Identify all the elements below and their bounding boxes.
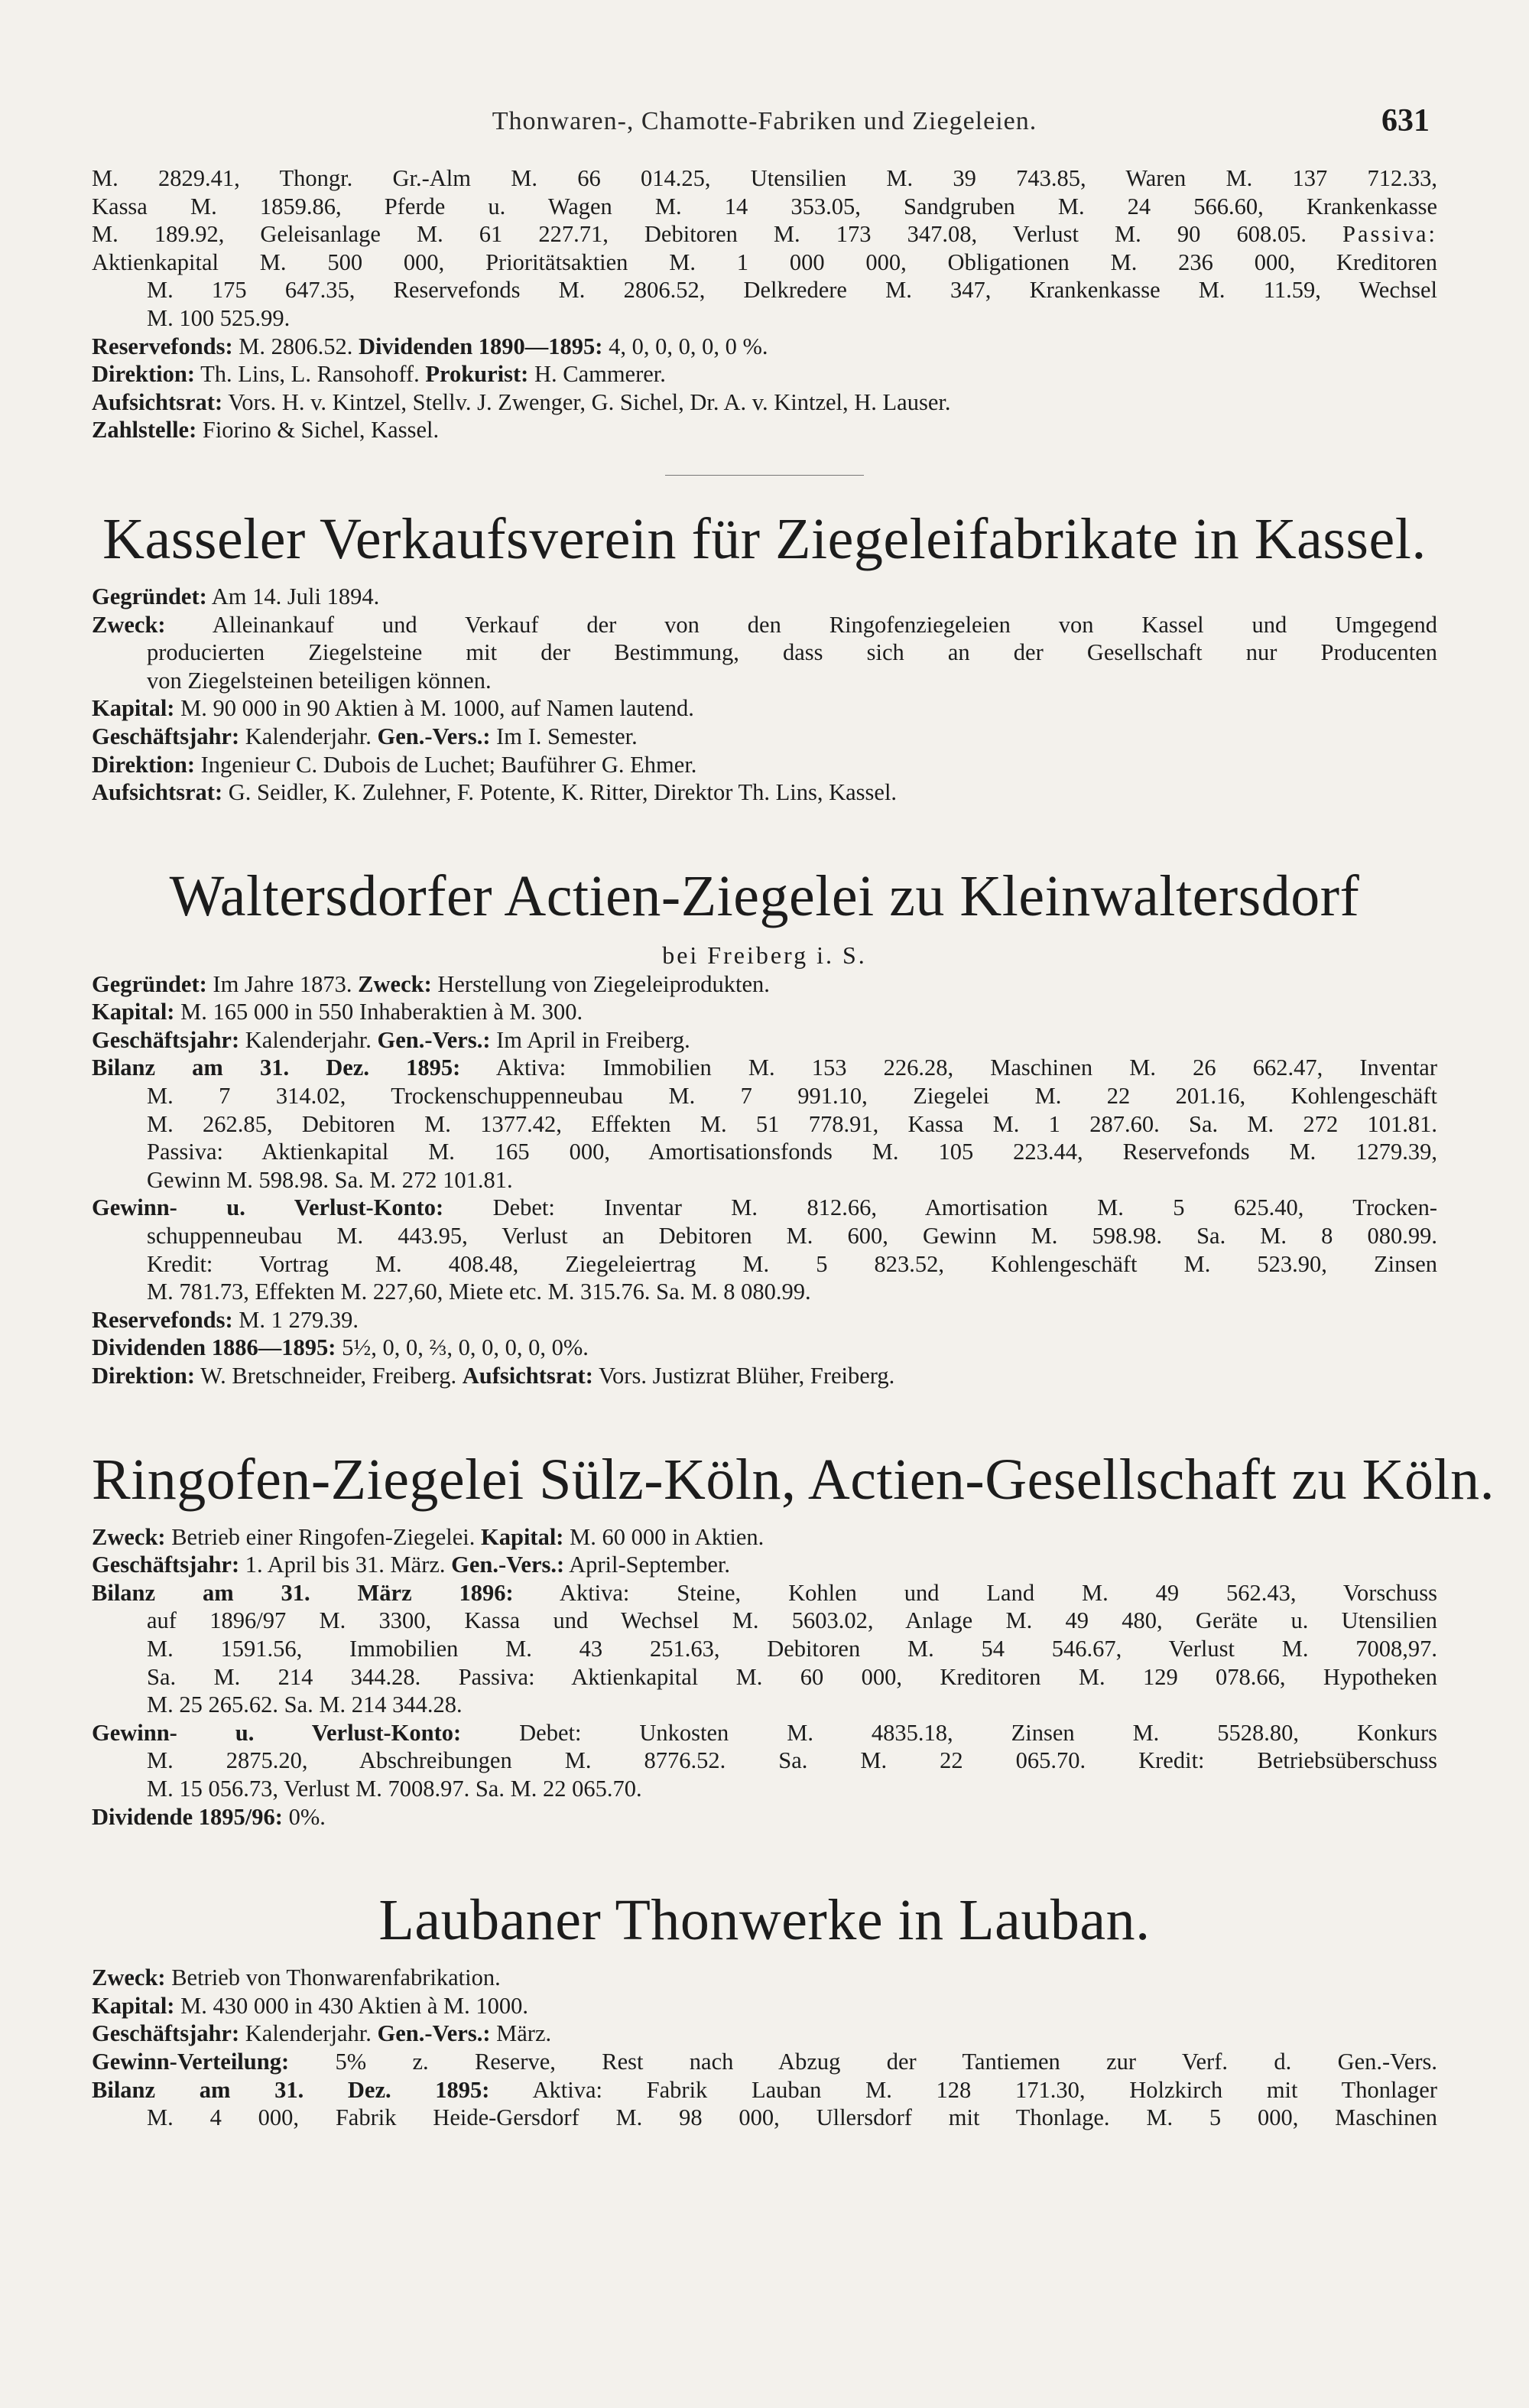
text-line: M. 4 000, Fabrik Heide-Gersdorf M. 98 000, Ullersdorf mit Thonlage. M. 5 000, Maschinen — [147, 2104, 1437, 2131]
text-line: M. 781.73, Effekten M. 227,60, Miete etc. M. 315.76. Sa. M. 8 080.99. — [147, 1279, 811, 1305]
direktion-line: Direktion: W. Bretschneider, Freiberg. Aufsichtsrat: Vors. Justizrat Blüher, Freiberg. — [92, 1363, 895, 1389]
kapital-line: Kapital: M. 90 000 in 90 Aktien à M. 1000, auf Namen lautend. — [92, 695, 694, 722]
aufsichtsrat-line: Aufsichtsrat: G. Seidler, K. Zulehner, F. Potente, K. Ritter, Direktor Th. Lins, Kassel. — [92, 779, 898, 806]
entry-heading: Kasseler Verkaufsverein für Ziegeleifabrikate in Kassel. — [102, 506, 1427, 571]
geschaeftsjahr-line: Geschäftsjahr: Kalenderjahr. Gen.-Vers.: März. — [92, 2020, 552, 2047]
reserve-line: Reservefonds: M. 2806.52. Dividenden 1890—1895: 4, 0, 0, 0, 0, 0 %. — [92, 333, 768, 359]
gegruendet-line: Gegründet: Im Jahre 1873. Zweck: Herstellung von Ziegeleiprodukten. — [92, 970, 770, 997]
zweck-line: Zweck: Betrieb von Thonwarenfabrikation. — [92, 1964, 501, 1991]
text-line: Aktienkapital M. 500 000, Prioritätsaktien M. 1 000 000, Obligationen M. 236 000, Kreditoren — [92, 249, 1437, 275]
kapital-line: Kapital: M. 430 000 in 430 Aktien à M. 1000. — [92, 1992, 529, 2019]
section-divider — [665, 475, 864, 476]
text-line: Passiva: Aktienkapital M. 165 000, Amortisationsfonds M. 105 223.44, Reservefonds M. 1279.39, — [147, 1139, 1437, 1165]
aufsichtsrat-line: Aufsichtsrat: Vors. H. v. Kintzel, Stellv. J. Zwenger, G. Sichel, Dr. A. v. Kintzel, H. Lauser. — [92, 388, 951, 415]
zahlstelle-line: Zahlstelle: Fiorino & Sichel, Kassel. — [92, 417, 440, 444]
text-line: M. 175 647.35, Reservefonds M. 2806.52, Delkredere M. 347, Krankenkasse M. 11.59, Wechsel — [147, 277, 1437, 304]
geschaeftsjahr-line: Geschäftsjahr: 1. April bis 31. März. Gen.-Vers.: April-September. — [92, 1552, 731, 1578]
bilanz-line: Bilanz am 31. Dez. 1895: Aktiva: Immobilien M. 153 226.28, Maschinen M. 26 662.47, Inventar — [92, 1055, 1437, 1081]
entry-ringofen-ziegelei-suelz — [92, 1447, 1495, 1831]
text-line: M. 262.85, Debitoren M. 1377.42, Effekten M. 51 778.91, Kassa M. 1 287.60. Sa. M. 272 101.81. — [147, 1110, 1437, 1137]
text-line: auf 1896/97 M. 3300, Kassa und Wechsel M. 5603.02, Anlage M. 49 480, Geräte u. Utensilien — [147, 1607, 1437, 1634]
entry-subheading: bei Freiberg i. S. — [662, 941, 867, 969]
entry-heading: Waltersdorfer Actien-Ziegelei zu Kleinwaltersdorf — [169, 863, 1360, 928]
text-line: Sa. M. 214 344.28. Passiva: Aktienkapital M. 60 000, Kreditoren M. 129 078.66, Hypotheken — [147, 1663, 1437, 1690]
text-line: von Ziegelsteinen beteiligen können. — [147, 667, 492, 694]
text-line: Kredit: Vortrag M. 408.48, Ziegeleiertrag M. 5 823.52, Kohlengeschäft M. 523.90, Zinsen — [147, 1250, 1437, 1277]
dividenden-line: Dividenden 1886—1895: 5½, 0, 0, ⅔, 0, 0, 0, 0, 0%. — [92, 1334, 589, 1361]
entry-heading: Ringofen-Ziegelei Sülz-Köln, Actien-Gesellschaft zu Köln. — [92, 1447, 1495, 1512]
text-line: producierten Ziegelsteine mit der Bestimmung, dass sich an der Gesellschaft nur Producenten — [147, 639, 1437, 666]
passiva-label: Passiva: — [1342, 221, 1437, 248]
bilanz-line: Bilanz am 31. März 1896: Aktiva: Steine, Kohlen und Land M. 49 562.43, Vorschuss — [92, 1579, 1437, 1606]
page-body — [92, 164, 1495, 2132]
text-line: M. 189.92, Geleisanlage M. 61 227.71, Debitoren M. 173 347.08, Verlust M. 90 608.05. Passiva: — [92, 221, 1437, 248]
gewinn-verteilung-line: Gewinn-Verteilung: 5% z. Reserve, Rest nach Abzug der Tantiemen zur Verf. d. Gen.-Vers. — [92, 2048, 1437, 2075]
text-line: M. 15 056.73, Verlust M. 7008.97. Sa. M. 22 065.70. — [147, 1775, 642, 1802]
text-line: M. 7 314.02, Trockenschuppenneubau M. 7 991.10, Ziegelei M. 22 201.16, Kohlengeschäft — [147, 1083, 1437, 1110]
guv-line: Gewinn- u. Verlust-Konto: Debet: Unkosten M. 4835.18, Zinsen M. 5528.80, Konkurs — [92, 1719, 1437, 1746]
direktion-line: Direktion: Ingenieur C. Dubois de Luchet; Bauführer G. Ehmer. — [92, 751, 697, 778]
text-line: Gewinn M. 598.98. Sa. M. 272 101.81. — [147, 1166, 513, 1193]
entry-waltersdorfer-ziegelei — [92, 863, 1437, 1390]
guv-line: Gewinn- u. Verlust-Konto: Debet: Inventar M. 812.66, Amortisation M. 5 625.40, Trocken- — [92, 1194, 1437, 1221]
text-line: M. 2829.41, Thongr. Gr.-Alm M. 66 014.25, Utensilien M. 39 743.85, Waren M. 137 712.33, — [92, 165, 1437, 191]
zweck-line: Zweck: Alleinankauf und Verkauf der von den Ringofenziegeleien von Kassel und Umgegend — [92, 611, 1437, 638]
text-line: schuppenneubau M. 443.95, Verlust an Debitoren M. 600, Gewinn M. 598.98. Sa. M. 8 080.99. — [147, 1223, 1437, 1249]
page-number: 631 — [1381, 103, 1430, 138]
bilanz-line: Bilanz am 31. Dez. 1895: Aktiva: Fabrik Lauban M. 128 171.30, Holzkirch mit Thonlager — [92, 2076, 1437, 2103]
dividende-line: Dividende 1895/96: 0%. — [92, 1803, 326, 1830]
text-line: M. 25 265.62. Sa. M. 214 344.28. — [147, 1691, 463, 1718]
zweck-line: Zweck: Betrieb einer Ringofen-Ziegelei. Kapital: M. 60 000 in Aktien. — [92, 1523, 764, 1550]
running-header — [92, 103, 1437, 153]
text-line: M. 100 525.99. — [147, 304, 291, 331]
entry-kasseler-verkaufsverein — [92, 506, 1437, 807]
direktion-line: Direktion: Th. Lins, L. Ransohoff. Prokurist: H. Cammerer. — [92, 361, 666, 388]
text-line: M. 2875.20, Abschreibungen M. 8776.52. Sa. M. 22 065.70. Kredit: Betriebsüberschuss — [147, 1747, 1437, 1774]
kapital-line: Kapital: M. 165 000 in 550 Inhaberaktien à M. 300. — [92, 999, 583, 1025]
gegruendet-line: Gegründet: Am 14. Juli 1894. — [92, 583, 380, 609]
text-line: Kassa M. 1859.86, Pferde u. Wagen M. 14 353.05, Sandgruben M. 24 566.60, Krankenkasse — [92, 193, 1437, 219]
intro-entry — [92, 164, 1437, 444]
entry-heading: Laubaner Thonwerke in Lauban. — [378, 1888, 1151, 1953]
geschaeftsjahr-line: Geschäftsjahr: Kalenderjahr. Gen.-Vers.: Im April in Freiberg. — [92, 1026, 690, 1053]
reserve-line: Reservefonds: M. 1 279.39. — [92, 1306, 359, 1333]
text-line: M. 1591.56, Immobilien M. 43 251.63, Debitoren M. 54 546.67, Verlust M. 7008,97. — [147, 1635, 1437, 1662]
running-title: Thonwaren-, Chamotte-Fabriken und Ziegeleien. — [492, 107, 1037, 135]
entry-laubaner-thonwerke — [92, 1887, 1437, 2132]
geschaeftsjahr-line: Geschäftsjahr: Kalenderjahr. Gen.-Vers.: Im I. Semester. — [92, 723, 638, 749]
